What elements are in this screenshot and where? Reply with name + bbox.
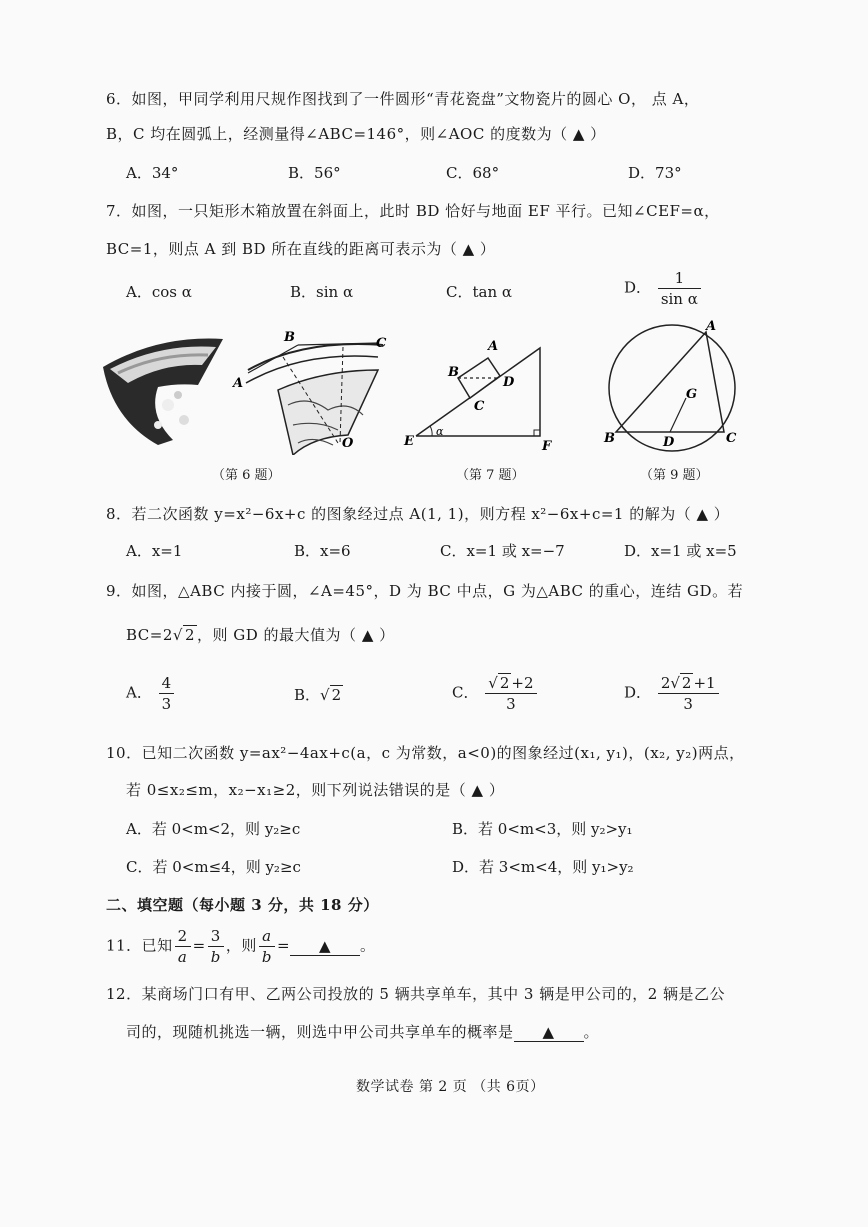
caption-figure-6: （第 6 题）: [212, 468, 281, 483]
q10-line1: 10．已知二次函数 y=ax²−4ax+c(a，c 为常数，a<0)的图象经过(x₁, y₁)，(x₂, y₂)两点，: [106, 744, 745, 762]
fig9-label-b: B: [604, 431, 615, 446]
q12-line2: 司的，现随机挑选一辆，则选中甲公司共享单车的概率是 ▲ 。: [126, 1023, 600, 1041]
incline-box-diagram: [416, 348, 540, 436]
q7-option-d-fraction: $\frac{1}{\text{sin α}}$: [658, 268, 701, 309]
q9-line1: 9．如图，△ABC 内接于圆，∠A=45°，D 为 BC 中点，G 为△ABC 的重心，连结 GD。若: [106, 582, 744, 600]
inscribed-triangle-diagram: [609, 325, 735, 451]
q10-option-c: C．若 0<m≤4，则 y₂≥c: [126, 858, 301, 876]
fig7-label-alpha: α: [436, 425, 444, 438]
q8-option-d: D．x=1 或 x=5: [624, 542, 737, 560]
q7-option-a: A．cos α: [126, 283, 192, 301]
page-footer: 数学试卷 第 2 页 （共 6页）: [356, 1079, 545, 1095]
fig7-label-c: C: [474, 399, 485, 414]
q7-option-b: B．sin α: [290, 283, 354, 301]
q9-option-b: B．√ 2: [294, 686, 342, 704]
fig6-label-a: A: [233, 376, 244, 391]
q10-option-b: B．若 0<m<3，则 y₂>y₁: [452, 820, 633, 838]
q11-line: 11．已知 $\frac{2}{a}$ = $\frac{3}{b}$ ，则 $\frac{a}{b}$ = ▲ 。: [106, 927, 376, 966]
q8-line1: 8．若二次函数 y=x²−6x+c 的图象经过点 A(1, 1)，则方程 x²−6x+c=1 的解为（ ▲ ）: [106, 505, 730, 523]
fig9-label-g: G: [686, 387, 698, 402]
fig9-label-d: D: [663, 435, 675, 450]
q10-line2: 若 0≤x₂≤m，x₂−x₁≥2，则下列说法错误的是（ ▲ ）: [126, 781, 505, 799]
q8-option-a: A．x=1: [126, 542, 183, 560]
figure-6: [98, 325, 390, 455]
q6-option-c: C．68°: [446, 164, 500, 182]
figure-9: [600, 318, 750, 453]
sector-construction: [246, 343, 383, 455]
q6-option-b: B．56°: [288, 164, 341, 182]
q12-answer-blank[interactable]: ▲: [514, 1023, 584, 1042]
q6-option-a: A．34°: [126, 164, 179, 182]
q6-option-d: D．73°: [628, 164, 682, 182]
fig7-label-a: A: [488, 339, 499, 354]
q6-line1: 6．如图，甲同学利用尺规作图找到了一件圆形“青花瓷盘”文物瓷片的圆心 O， 点 A，: [106, 90, 700, 108]
q10-option-a: A．若 0<m<2，则 y₂≥c: [126, 820, 301, 838]
section-2-title: 二、填空题（每小题 3 分，共 18 分）: [106, 896, 379, 914]
q10-option-d: D．若 3<m<4，则 y₁>y₂: [452, 858, 634, 876]
fig7-label-f: F: [542, 439, 552, 454]
q9-option-d: D． $\frac{2√ 2 +1}{3}$: [624, 673, 721, 714]
q9-option-c: C． $\frac{√ 2 +2}{3}$: [452, 673, 539, 714]
q7-line2: BC=1，则点 A 到 BD 所在直线的距离可表示为（ ▲ ）: [106, 240, 496, 258]
porcelain-shard-image: [103, 339, 223, 445]
caption-figure-7: （第 7 题）: [456, 468, 525, 483]
q7-option-c: C．tan α: [446, 283, 513, 301]
caption-figure-9: （第 9 题）: [640, 468, 709, 483]
sqrt-symbol: √ 2: [172, 626, 195, 644]
fig9-label-c: C: [726, 431, 737, 446]
q7-option-d: D． $\frac{1}{\text{sin α}}$: [624, 268, 703, 309]
fig9-label-a: A: [706, 319, 717, 334]
q8-option-c: C．x=1 或 x=−7: [440, 542, 565, 560]
fig7-label-b: B: [448, 365, 459, 380]
figure-7: [400, 330, 560, 455]
q7-line1: 7．如图，一只矩形木箱放置在斜面上，此时 BD 恰好与地面 EF 平行。已知∠CEF=α，: [106, 202, 720, 220]
q8-option-b: B．x=6: [294, 542, 351, 560]
q9-option-a: A． $\frac{4}{3}$: [126, 673, 176, 714]
fig7-label-e: E: [404, 434, 414, 449]
fig6-label-c: C: [376, 336, 387, 351]
fig7-label-d: D: [503, 375, 515, 390]
q6-line2: B，C 均在圆弧上，经测量得∠ABC=146°，则∠AOC 的度数为（ ▲ ）: [106, 125, 606, 143]
fig6-label-b: B: [284, 330, 295, 345]
q9-line2: BC=2√ 2 ，则 GD 的最大值为（ ▲ ）: [126, 626, 395, 644]
q11-answer-blank[interactable]: ▲: [290, 937, 360, 956]
q12-line1: 12．某商场门口有甲、乙两公司投放的 5 辆共享单车，其中 3 辆是甲公司的，2 辆是乙公: [106, 985, 726, 1003]
fig6-label-o: O: [342, 436, 354, 451]
